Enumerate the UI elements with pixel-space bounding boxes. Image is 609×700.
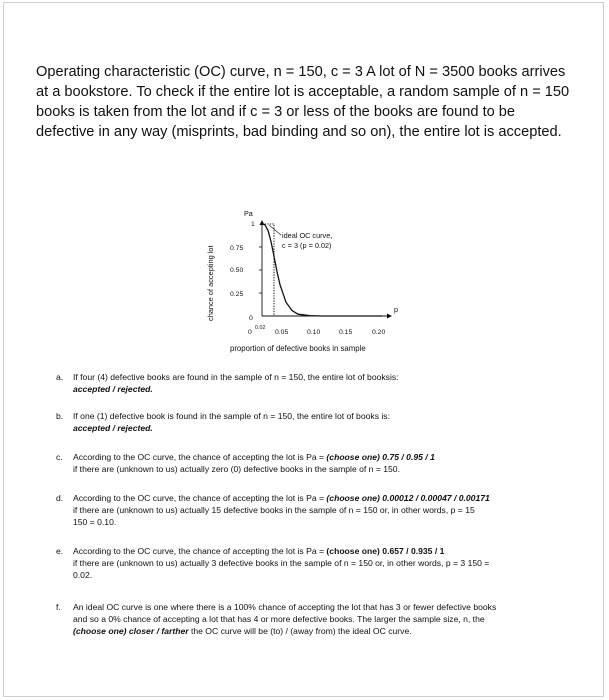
question-letter: c.: [56, 452, 63, 462]
question-letter: e.: [56, 546, 64, 556]
question-text: If one (1) defective book is found in the sample of n = 150, the entire lot of books is:: [73, 411, 390, 421]
question-text: if there are (unknown to us) actually 15 defective books in the sample of n = 150 or, in other words, p = 15: [73, 505, 475, 516]
ideal-curve-annotation-line1: ideal OC curve,: [282, 231, 333, 240]
annotation-leader: [269, 225, 281, 235]
question-text: According to the OC curve, the chance of accepting the lot is Pa =: [73, 493, 327, 503]
answer-choice[interactable]: (choose one) closer / farther: [73, 626, 189, 637]
question-d: [56, 492, 576, 529]
y-tick-label: 1: [251, 221, 255, 228]
answer-choice[interactable]: (choose one) 0.657 / 0.935 / 1: [326, 546, 445, 556]
question-text: the OC curve will be (to) / (away from) the ideal OC curve.: [188, 626, 412, 637]
intro-paragraph: Operating characteristic (OC) curve, n = 150, c = 3 A lot of N = 3500 books arrives at a bookstore. To check if the entire lot is acceptable, a random sample of n = 150 books is taken from the lot and if c = 3 or less of the books are found to be defective in any way (misprints, bad binding and so on), the entire lot is accepted.: [36, 64, 570, 140]
oc-chart: [196, 205, 426, 365]
ideal-curve-annotation-line2: c = 3 (p = 0.02): [282, 241, 332, 250]
oc-chart-svg: [196, 205, 426, 365]
answer-choice[interactable]: (choose one) 0.00012 / 0.00047 / 0.00171: [326, 493, 490, 503]
y-axis-label: chance of accepting lot: [206, 245, 215, 321]
x-tick-label: 0.02: [255, 325, 266, 331]
question-text: If four (4) defective books are found in the sample of n = 150, the entire lot of booksis:: [73, 372, 399, 382]
question-text-line1: [73, 545, 576, 557]
x-tick-label: 0: [248, 329, 252, 336]
question-text: and so a 0% chance of accepting a lot that has 4 or more defective books. The larger the sample size, n, the: [73, 614, 485, 625]
answer-choice[interactable]: accepted / rejected.: [73, 384, 153, 395]
x-tick-label: 0.05: [275, 329, 289, 336]
question-letter: f.: [56, 602, 61, 612]
question-text: An ideal OC curve is one where there is a 100% chance of accepting the lot that has 3 or fewer defective books: [73, 602, 497, 612]
question-text: According to the OC curve, the chance of accepting the lot is Pa =: [73, 546, 327, 556]
y-axis-symbol: Pa: [244, 209, 253, 218]
y-tick-label: 0.25: [230, 291, 244, 298]
x-tick-label: 0.15: [339, 329, 353, 336]
question-e: [56, 545, 576, 582]
answer-choice[interactable]: (choose one) 0.75 / 0.95 / 1: [326, 452, 435, 462]
question-c: [56, 451, 576, 475]
question-text: if there are (unknown to us) actually zero (0) defective books in the sample of n = 150.: [73, 464, 400, 475]
x-tick-label: 0.10: [307, 329, 321, 336]
question-b: [56, 410, 576, 434]
x-tick-label: 0.20: [372, 329, 386, 336]
answer-choice[interactable]: accepted / rejected.: [73, 423, 153, 434]
question-text: 0.02.: [73, 570, 93, 581]
question-letter: b.: [56, 411, 64, 421]
y-tick-label: 0: [249, 315, 253, 322]
y-tick-label: 0.50: [230, 267, 244, 274]
x-axis-arrow: [387, 314, 392, 319]
question-text: 150 = 0.10.: [73, 517, 117, 528]
question-text-line1: [73, 451, 576, 463]
question-letter: a.: [56, 372, 64, 382]
question-text: According to the OC curve, the chance of accepting the lot is Pa =: [73, 452, 327, 462]
question-text-line1: [73, 492, 576, 504]
question-f: [56, 601, 576, 638]
question-text: if there are (unknown to us) actually 3 defective books in the sample of n = 150 or, in other words, p = 3 150 =: [73, 558, 490, 569]
x-axis-label: proportion of defective books in sample: [230, 344, 366, 353]
question-a: [56, 371, 576, 395]
y-tick-label: 0.75: [230, 245, 244, 252]
question-letter: d.: [56, 493, 64, 503]
x-axis-symbol: p: [394, 305, 398, 314]
